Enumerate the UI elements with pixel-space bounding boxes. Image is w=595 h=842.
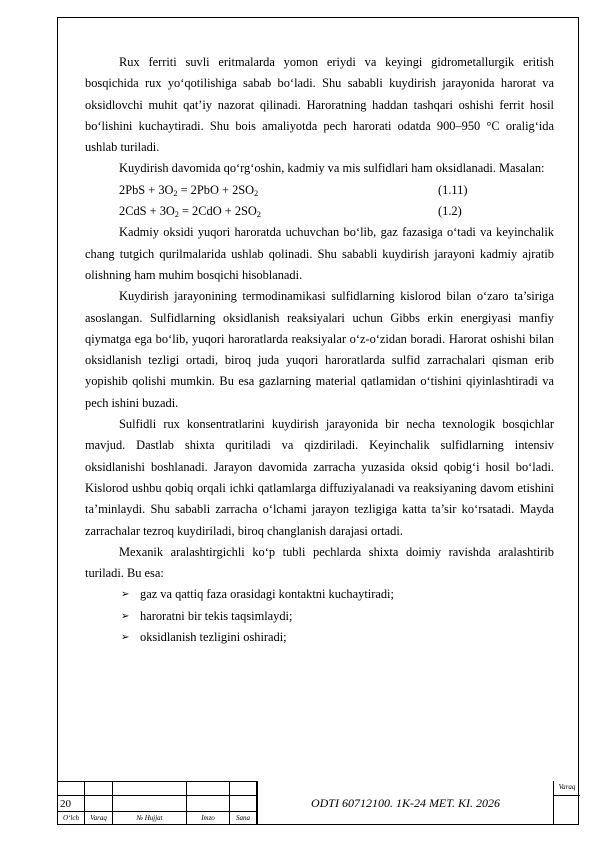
list-item-text: oksidlanish tezligini oshiradi; — [140, 630, 287, 645]
list-item-text: gaz va qattiq faza orasidagi kontaktni kuchaytiradi; — [140, 587, 394, 602]
title-block-stamp — [57, 781, 579, 825]
paragraph: Rux ferriti suvli eritmalarda yomon eriydi va keyingi gidrometallurgik eritish bosqichida rux yo‘qotilishiga sabab bo‘ladi. Shu sababli kuydirish jarayonida harorat va oksidlovchi muhit qat’iy nazorat qilinadi. Haroratning haddan tashqari oshishi ferrit hosil bo‘lishini kuchaytiradi. Shu bois amaliyotda pech harorati odatda 900–950 °C oralig‘ida ushlab turiladi. — [85, 55, 554, 155]
paragraph: Kadmiy oksidi yuqori haroratda uchuvchan bo‘lib, gaz fazasiga o‘tadi va keyinchalik chang tutgich qurilmalarida ushlab qolinadi. Shu sababli kuydirish jarayoni kadmiy ajratib olishning ham muhim bosqichi hisoblanadi. — [85, 225, 554, 282]
document-body — [85, 52, 554, 648]
arrow-bullet-icon: ➢ — [121, 589, 130, 601]
page-number: 20 — [58, 796, 85, 812]
arrow-bullet-icon: ➢ — [121, 632, 130, 644]
document-code: ODTI 60712100. 1K-24 MET. KI. 2026 — [257, 781, 553, 825]
paragraph: Kuydirish jarayonining termodinamikasi sulfidlarning kislorod bilan o‘zaro ta’siriga asoslangan. Sulfidlarning oksidlanish reaksiyalari uchun Gibbs erkin energiyasi manfiy qiymatga ega bo‘lib, yuqori haroratlarda reaksiyalar o‘z-o‘zidan boradi. Harorat oshishi bilan oksidlanish tezligi ortadi, biroq juda yuqori haroratlarda sulfid zarrachalari qisman erib yopishib qolishi mumkin. Bu esa gazlarning material qatlamidan o‘tishini qiyinlashtiradi va pech ishini buzadi. — [85, 289, 554, 410]
list-item — [85, 584, 554, 605]
formula-equation: $2PbS + 3O_2 = 2PbO + 2SO_2$ — [119, 182, 259, 198]
paragraph: Sulfidli rux konsentratlarini kuydirish jarayonida bir necha texnologik bosqichlar mavjud. Dastlab shixta quritiladi va qizdiriladi. Keyinchalik sulfidlarning intensiv oksidlanishi boshlanadi. Jarayon davomida zarracha yuzasida oksid qobig‘i hosil bo‘ladi. Kislorod ushbu qobiq orqali ichki qatlamlarga diffuziyalanadi va reaksiyaning davom etishini ta’minlaydi. Shu sababli zarracha o‘lchami jarayon tezligiga katta ta’sir ko‘rsatadi. Mayda zarrachalar tezroq kuydiriladi, biroq changlanish darajasi ortadi. — [85, 417, 554, 538]
olch-label: O‘lch — [58, 812, 85, 825]
formula-row — [85, 180, 554, 201]
paragraph: Kuydirish davomida qo‘rg‘oshin, kadmiy va mis sulfidlari ham oksidlanadi. Masalan: — [119, 161, 545, 176]
sheet-number-box — [553, 781, 579, 825]
sheet-label: Varaq — [558, 783, 576, 791]
divider — [554, 795, 580, 796]
formula-number: (1.2) — [438, 204, 462, 219]
arrow-bullet-icon: ➢ — [121, 610, 130, 622]
formula-row — [85, 201, 554, 222]
varaq-label: Varaq — [85, 812, 113, 825]
paragraph: Mexanik aralashtirgichli ko‘p tubli pechlarda shixta doimiy ravishda aralashtirib turiladi. Bu esa: — [85, 544, 554, 581]
hujjat-label: № Hujjat — [113, 812, 187, 825]
imzo-label: Imzo — [187, 812, 230, 825]
list-item — [85, 627, 554, 648]
formula-number: (1.11) — [438, 182, 468, 197]
stamp-grid — [57, 781, 257, 825]
list-item — [85, 606, 554, 627]
sana-label: Sana — [230, 812, 257, 825]
formula-equation: $2CdS + 3O_2 = 2CdO + 2SO_2$ — [119, 204, 261, 220]
list-item-text: haroratni bir tekis taqsimlaydi; — [140, 608, 293, 623]
